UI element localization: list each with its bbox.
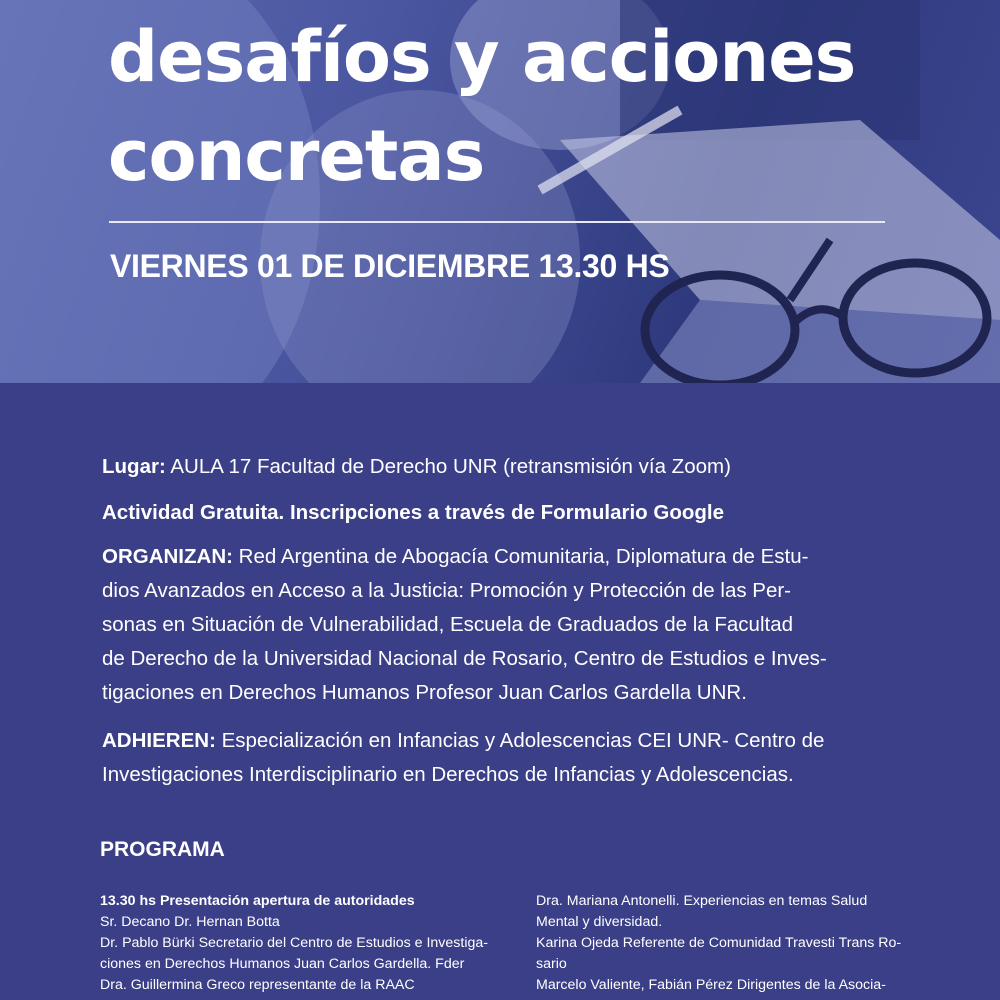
programa-heading: PROGRAMA: [100, 838, 225, 861]
event-date: VIERNES 01 DE DICIEMBRE 13.30 HS: [110, 248, 670, 284]
adhieren-paragraph: [102, 724, 912, 792]
programa-line: Marcelo Valiente, Fabián Pérez Dirigentes de la Asocia-: [536, 977, 886, 993]
programa-line: Karina Ojeda Referente de Comunidad Travesti Trans Ro-: [536, 935, 902, 951]
programa-left-column: [100, 891, 518, 996]
organizan-line: de Derecho de la Universidad Nacional de Rosario, Centro de Estudios e Inves-: [102, 647, 827, 670]
lugar-label: Lugar:: [102, 455, 166, 478]
organizan-label: ORGANIZAN:: [102, 545, 233, 568]
actividad-text: Actividad Gratuita. Inscripciones a través de Formulario Google: [102, 501, 724, 524]
programa-line: sario: [536, 956, 567, 972]
programa-line: ciones en Derechos Humanos Juan Carlos Gardella. Fder: [100, 956, 465, 972]
adhieren-line: Investigaciones Interdisciplinario en Derechos de Infancias y Adolescencias.: [102, 763, 794, 786]
organizan-line: sonas en Situación de Vulnerabilidad, Escuela de Graduados de la Facultad: [102, 613, 794, 636]
lugar-paragraph: [102, 450, 912, 484]
programa-time-heading: 13.30 hs Presentación apertura de autoridades: [100, 893, 415, 909]
programa-line: Dra. Guillermina Greco representante de la RAAC: [100, 977, 415, 993]
adhieren-label: ADHIEREN:: [102, 729, 216, 752]
lugar-text: AULA 17 Facultad de Derecho UNR (retransmisión vía Zoom): [165, 455, 731, 478]
hero-banner: [0, 0, 1000, 383]
actividad-paragraph: [102, 496, 912, 530]
event-title-line2: concretas: [108, 115, 485, 197]
organizan-line: tigaciones en Derechos Humanos Profesor Juan Carlos Gardella UNR.: [102, 681, 747, 704]
organizan-line: dios Avanzados en Acceso a la Justicia: Promoción y Protección de las Per-: [102, 579, 792, 602]
programa-line: Sr. Decano Dr. Hernan Botta: [100, 914, 280, 930]
programa-line: Mental y diversidad.: [536, 914, 663, 930]
programa-right-column: [536, 891, 919, 996]
organizan-line: Red Argentina de Abogacía Comunitaria, Diplomatura de Estu-: [232, 545, 809, 568]
organizan-paragraph: [102, 540, 912, 710]
programa-line: Dr. Pablo Bürki Secretario del Centro de Estudios e Investiga-: [100, 935, 488, 951]
adhieren-line: Especialización en Infancias y Adolescencias CEI UNR- Centro de: [215, 729, 825, 752]
divider: [109, 221, 885, 223]
event-title-line1: desafíos y acciones: [108, 16, 856, 98]
programa-line: Dra. Mariana Antonelli. Experiencias en temas Salud: [536, 893, 868, 909]
